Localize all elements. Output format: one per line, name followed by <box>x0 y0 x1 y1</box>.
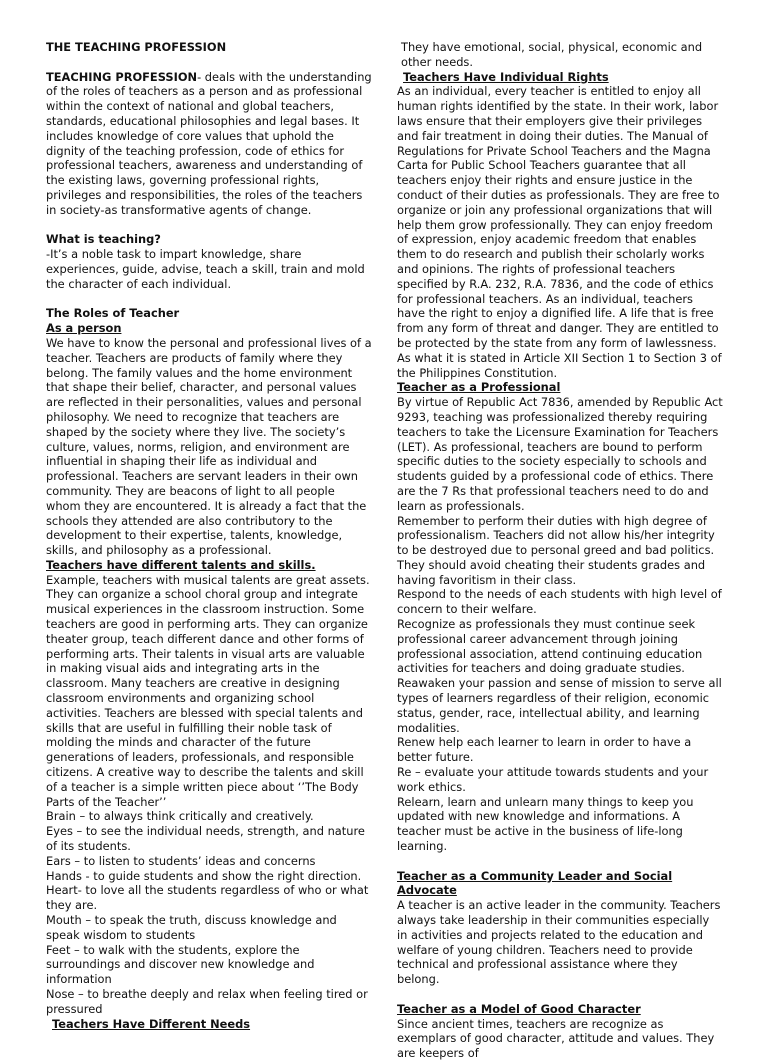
body-part-item: Heart- to love all the students regardless of who or what they are. <box>46 883 369 913</box>
body-part-item: Eyes – to see the individual needs, strength, and nature of its students. <box>46 824 365 854</box>
definition-term: TEACHING PROFESSION <box>46 69 198 84</box>
spacer <box>46 292 372 307</box>
body-part-item: Feet – to walk with the students, explore the surroundings and discover new knowledge and information <box>46 942 315 987</box>
professional-text: By virtue of Republic Act 7836, amended by Republic Act 9293, teaching was professionalized thereby requiring teachers to take the Licensure Examination for Teachers (LET). As professional, teachers are bound to perform specific duties to the society especially to schools and students guided by a professional code of ethics. There are the 7 Rs that professional teachers need to do and learn as professionals. <box>397 395 723 513</box>
body-part-item: Brain – to always think critically and creatively. <box>46 809 314 824</box>
individual-rights-text: As an individual, every teacher is entitled to enjoy all human rights identified by the state. In their work, labor laws ensure that their employers give their privileges and fair treatment in doing their duties. The Manual of Regulations for Private School Teachers and the Magna Carta for Public School Teachers guarantee that all teachers enjoy their rights and ensure justice in the conduct of their duties as professionals. They are free to organize or join any professional organizations that will help them grow professionally. They can enjoy freedom of expression, enjoy academic freedom that enables them to do research and publish their scholarly works and opinions. The rights of professional teachers specified by R.A. 232, R.A. 7836, and the code of ethics for professional teachers. As an individual, teachers have the right to enjoy a dignified life. A life that is free from any form of threat and danger. They are entitled to be protected by the state from any form of lawlessness. As what it is stated in Article XII Section 1 to Section 3 of the Philippines Constitution. <box>397 84 722 380</box>
spacer <box>46 55 372 70</box>
individual-rights-heading: Teachers Have Individual Rights <box>403 69 609 84</box>
as-a-person-heading: As a person <box>46 321 122 336</box>
talents-heading: Teachers have different talents and skills. <box>46 557 316 572</box>
seven-rs-item: Recognize as professionals they must continue seek professional career advancement through joining professional association, attend continuing education activities for teachers and doing graduate studies. <box>397 617 703 676</box>
seven-rs-item: Renew help each learner to learn in order to have a better future. <box>397 735 692 765</box>
community-leader-text: A teacher is an active leader in the community. Teachers always take leadership in their communities especially in activities and projects related to the education and welfare of young children. Teachers need to provide technical and professional assistance where they belong. <box>397 898 721 987</box>
definition-paragraph <box>46 70 372 218</box>
definition-text: - deals with the understanding of the roles of teachers as a person and as professional within the context of national and global teachers, standards, educational philosophies and legal bases. It includes knowledge of core values that uphold the dignity of the teaching profession, code of ethics for professional teachers, awareness and understanding of the existing laws, governing professional rights, privileges and responsibilities, the roles of the teachers in society-as transformative agents of change. <box>46 69 372 217</box>
seven-rs-item: Respond to the needs of each students with high level of concern to their welfare. <box>397 587 722 617</box>
spacer <box>397 987 723 1002</box>
needs-text: They have emotional, social, physical, economic and other needs. <box>401 40 703 69</box>
talents-text: Example, teachers with musical talents are great assets. They can organize a school choral group and integrate musical experiences in the classroom instruction. Some teachers are good in performing arts. They can organize theater group, teach different dance and other forms of performing arts. Their talents in visual arts are valuable in making visual aids and integrating arts in the classroom. Many teachers are creative in designing classroom environments and organizing school activities. Teachers are blessed with special talents and skills that are useful in fulfilling their noble task of molding the minds and character of the future generations of leaders, professionals, and responsible citizens. A creative way to describe the talents and skill of a teacher is a simple written piece about ‘’The Body Parts of the Teacher’’ <box>46 572 370 809</box>
community-leader-heading: Teacher as a Community Leader and Social Advocate <box>397 868 673 898</box>
body-part-item: Ears – to listen to students’ ideas and concerns <box>46 853 316 868</box>
right-column <box>397 40 723 1061</box>
as-a-person-text: We have to know the personal and professional lives of a teacher. Teachers are products of family where they belong. The family values and the home environment that shape their belief, character, and personal values are reflected in their personalities, values and personal philosophy. We need to recognize that teachers are shaped by the society where they live. The society’s culture, values, norms, religion, and environment are influential in shaping their life as individual and professional. Teachers are servant leaders in their own community. They are beacons of light to all people whom they are encountered. It is already a fact that the schools they attended are also contributory to the development to their expertise, talents, knowledge, skills, and philosophy as a professional. <box>46 335 372 558</box>
seven-rs-item: Relearn, learn and unlearn many things to keep you updated with new knowledge and informations. A teacher must be active in the business of life-long learning. <box>397 794 694 854</box>
good-character-heading: Teacher as a Model of Good Character <box>397 1001 641 1016</box>
good-character-text: Since ancient times, teachers are recognize as exemplars of good character, attitude and values. They are keepers of <box>397 1016 715 1061</box>
left-column <box>46 40 372 1031</box>
body-part-item: Mouth – to speak the truth, discuss knowledge and speak wisdom to students <box>46 913 337 942</box>
different-needs-heading: Teachers Have Different Needs <box>52 1016 251 1031</box>
document-title: THE TEACHING PROFESSION <box>46 40 227 54</box>
body-part-item: Hands - to guide students and show the right direction. <box>46 868 362 883</box>
body-part-item: Nose – to breathe deeply and relax when feeling tired or pressured <box>46 987 368 1016</box>
seven-rs-item: Re – evaluate your attitude towards students and your work ethics. <box>397 765 709 794</box>
professional-heading: Teacher as a Professional <box>397 380 561 395</box>
what-is-teaching-text: -It’s a noble task to impart knowledge, share experiences, guide, advise, teach a skill, train and mold the character of each individual. <box>46 247 365 291</box>
roles-heading: The Roles of Teacher <box>46 306 180 321</box>
spacer <box>397 854 723 869</box>
seven-rs-item: Reawaken your passion and sense of mission to serve all types of learners regardless of their religion, economic status, gender, race, intellectual ability, and learning modalities. <box>397 676 722 735</box>
seven-rs-item: Remember to perform their duties with high degree of professionalism. Teachers did not allow his/her integrity to be destroyed due to personal greed and bad politics. They should avoid cheating their students grades and having favoritism in their class. <box>397 513 715 587</box>
what-is-teaching-heading: What is teaching? <box>46 232 161 247</box>
spacer <box>46 218 372 233</box>
